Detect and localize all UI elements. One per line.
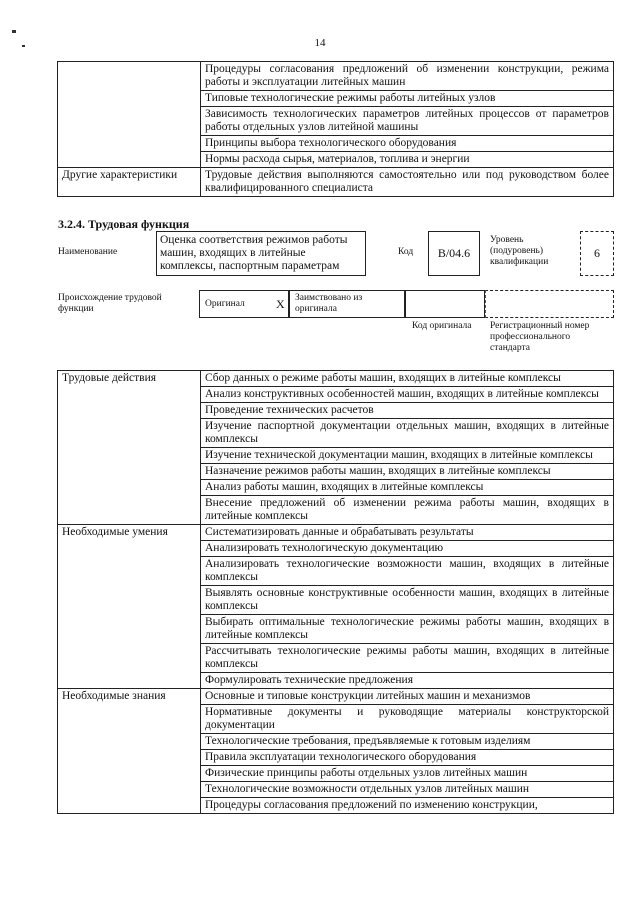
reg-caption: Регистрационный номер профессионального стандарта	[490, 321, 590, 353]
origin-code-box	[405, 290, 485, 318]
section-title: 3.2.4. Трудовая функция	[58, 217, 190, 231]
section-item: Анализировать технологическую документацию	[201, 541, 614, 557]
section-item: Технологические возможности отдельных узлов литейных машин	[201, 782, 614, 798]
section-item: Формулировать технические предложения	[201, 673, 614, 689]
section-item: Проведение технических расчетов	[201, 403, 614, 419]
level-value: 6	[594, 246, 600, 260]
row-label	[58, 62, 201, 168]
section-item: Рассчитывать технологические режимы работы машин, входящих в литейные комплексы	[201, 644, 614, 673]
section-item: Правила эксплуатации технологического оборудования	[201, 750, 614, 766]
original-mark: X	[276, 297, 285, 311]
section-item: Изучение паспортной документации отдельных машин, входящих в литейные комплексы	[201, 419, 614, 448]
section-label: Необходимые умения	[58, 525, 201, 689]
scan-mark	[12, 30, 16, 33]
borrowed-label: Заимствовано из оригинала	[295, 293, 363, 314]
section-label: Необходимые знания	[58, 689, 201, 814]
code-value: B/04.6	[437, 246, 471, 260]
row-value: Нормы расхода сырья, материалов, топлива и энергии	[201, 152, 614, 168]
table-row	[58, 62, 614, 91]
section-label: Трудовые действия	[58, 371, 201, 525]
section-item: Систематизировать данные и обрабатывать результаты	[201, 525, 614, 541]
row-value: Типовые технологические режимы работы литейных узлов	[201, 91, 614, 107]
origin-original-box	[199, 290, 289, 318]
section-item: Выявлять основные конструктивные особенности машин, входящих в литейные комплексы	[201, 586, 614, 615]
section-item: Основные и типовые конструкции литейных машин и механизмов	[201, 689, 614, 705]
table-row	[58, 525, 614, 541]
name-value: Оценка соответствия режимов работы машин, входящих в литейные комплексы, паспортным параметрам	[160, 234, 348, 272]
origin-reg-box	[485, 290, 614, 318]
name-label: Наименование	[58, 247, 118, 257]
code-value-box	[428, 231, 480, 276]
row-value: Принципы выбора технологического оборудования	[201, 136, 614, 152]
top-table	[57, 61, 614, 197]
section-item: Внесение предложений об изменении режима работы машин, входящих в литейные комплексы	[201, 496, 614, 525]
section-item: Технологические требования, предъявляемые к готовым изделиям	[201, 734, 614, 750]
origin-label: Происхождение трудовой функции	[58, 293, 162, 314]
code-label: Код	[398, 247, 414, 257]
row-label: Другие характеристики	[58, 168, 201, 197]
table-row	[58, 689, 614, 705]
page-number: 14	[314, 37, 326, 49]
section-item: Анализировать технологические возможности машин, входящих в литейные комплексы	[201, 557, 614, 586]
level-value-box	[580, 231, 614, 276]
section-item: Анализ работы машин, входящих в литейные комплексы	[201, 480, 614, 496]
section-item: Физические принципы работы отдельных узлов литейных машин	[201, 766, 614, 782]
section-item: Выбирать оптимальные технологические режимы работы машин, входящих в литейные комплексы	[201, 615, 614, 644]
origin-borrowed-box	[289, 290, 405, 318]
section-item: Процедуры согласования предложений по изменению конструкции,	[201, 798, 614, 814]
main-table	[57, 370, 614, 814]
original-label: Оригинал	[205, 299, 245, 309]
row-value: Процедуры согласования предложений об изменении конструкции, режима работы и эксплуатации литейных машин	[201, 62, 614, 91]
table-row	[58, 371, 614, 387]
row-value: Зависимость технологических параметров литейных процессов от параметров работы отдельных узлов литейной машины	[201, 107, 614, 136]
section-item: Изучение технической документации машин, входящих в литейные комплексы	[201, 448, 614, 464]
row-value: Трудовые действия выполняются самостоятельно или под руководством более квалифицированного специалиста	[201, 168, 614, 197]
name-value-box	[156, 231, 366, 276]
section-item: Назначение режимов работы машин, входящих в литейные комплексы	[201, 464, 614, 480]
table-row	[58, 168, 614, 197]
code-caption: Код оригинала	[412, 321, 472, 331]
section-item: Нормативные документы и руководящие материалы конструкторской документации	[201, 705, 614, 734]
section-item: Сбор данных о режиме работы машин, входящих в литейные комплексы	[201, 371, 614, 387]
section-item: Анализ конструктивных особенностей машин, входящих в литейные комплексы	[201, 387, 614, 403]
level-label: Уровень (подуровень) квалификации	[490, 235, 549, 267]
